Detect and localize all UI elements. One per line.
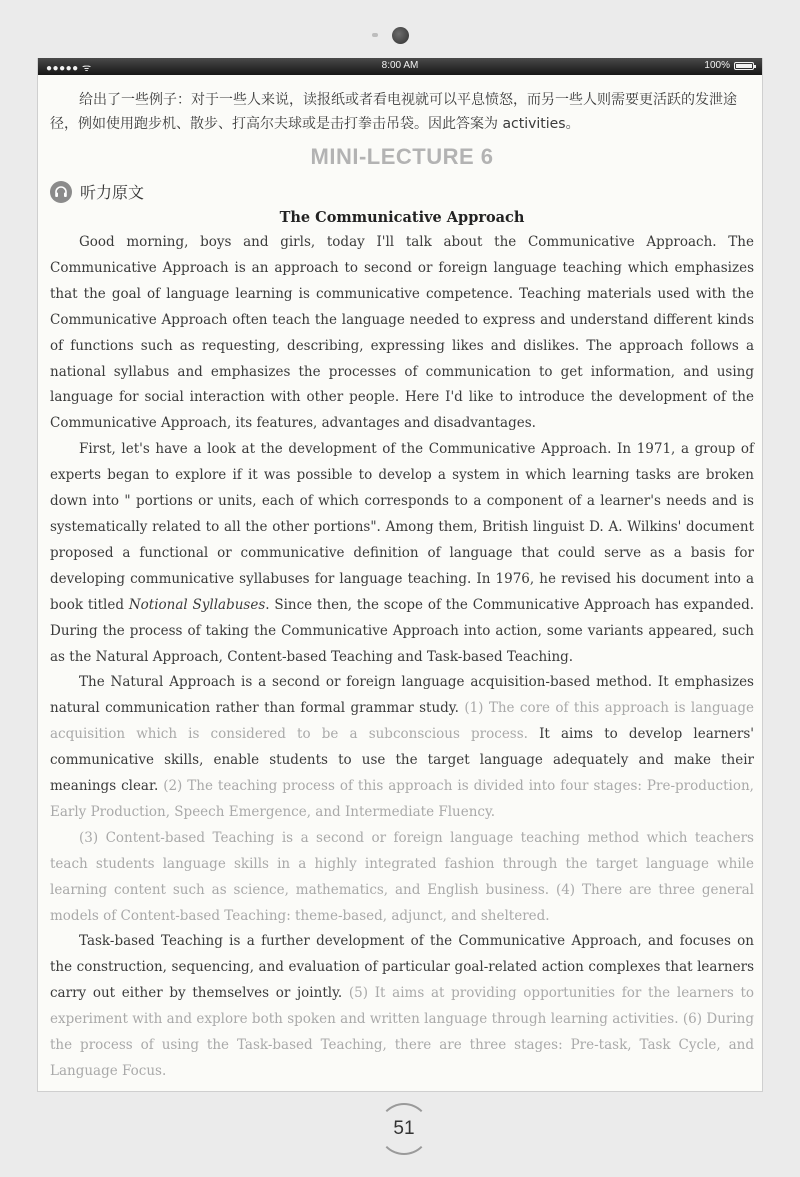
paragraph-5-part-a: Task-based Teaching is a further development of the Communicative Approach, and focuses on the construction, sequencing, and evaluation of particular goal-related action complexes that learners carry out either by themselves or jointly. xyxy=(50,933,754,1002)
transcript-title: The Communicative Approach xyxy=(279,209,525,226)
paragraph-2 xyxy=(50,437,754,670)
intro-paragraph: 给出了一些例子：对于一些人来说，读报纸或者看电视就可以平息愤怒，而另一些人则需要更活跃的发泄途径，例如使用跑步机、散步、打高尔夫球或是击打拳击吊袋。因此答案为 activities。 xyxy=(50,92,737,132)
screen xyxy=(37,58,763,1092)
paragraph-3-part-a: The Natural Approach is a second or foreign language acquisition-based method. It emphasizes natural communication rather than formal grammar study. xyxy=(50,674,754,717)
paragraph-3 xyxy=(50,670,754,825)
page-content xyxy=(50,88,754,1085)
battery-status xyxy=(704,60,754,71)
battery-percent: 100% xyxy=(704,60,730,71)
paragraph-2-part-b: . Since then, the scope of the Communicative Approach has expanded. During the process of taking the Communicative Approach into action, some variants appeared, such as the Natural Approach, Content-based Teaching and Task-based Teaching. xyxy=(50,596,755,665)
section-header xyxy=(50,180,754,203)
signal-indicator: ●●●●● ᯤ xyxy=(46,63,92,74)
answer-point-1: (1) The core of this approach is language acquisition which is considered to be a subconscious process. xyxy=(50,700,754,743)
book-title: Notional Syllabuses xyxy=(128,596,266,613)
paragraph-4: (3) Content-based Teaching is a second or foreign language teaching method which teachers teach students language skills in a highly integrated fashion through the target language while learning content such as science, mathematics, and English business. (4) There are three general models of Content-based Teaching: theme-based, adjunct, and sheltered. xyxy=(50,829,754,924)
paragraph-1: Good morning, boys and girls, today I'll talk about the Communicative Approach. The Communicative Approach is an approach to second or foreign language teaching which emphasizes that the goal of language learning is communicative competence. Teaching materials used with the Communicative Approach often teach the language needed to express and understand different kinds of functions such as requesting, describing, expressing likes and dislikes. The approach follows a national syllabus and emphasizes the processes of communication to get information, and using language for social interaction with other people. Here I'd like to introduce the development of the Communicative Approach, its features, advantages and disadvantages. xyxy=(50,234,754,432)
paragraph-3-part-b: It aims to develop learners' communicative skills, enable students to use the target language adequately and make their meanings clear. xyxy=(50,726,754,795)
page-number: 51 xyxy=(378,1103,430,1155)
answer-point-2: (2) The teaching process of this approach is divided into four stages: Pre-production, Early Production, Speech Emergence, and Intermediate Fluency. xyxy=(50,778,754,820)
answer-points-5-6: (5) It aims at providing opportunities for the learners to experiment with and explore both spoken and written language through learning activities. (6) During the process of using the Task-based Teaching, there are three stages: Pre-task, Task Cycle, and Language Focus. xyxy=(50,985,754,1079)
headphones-icon xyxy=(50,181,72,203)
battery-icon xyxy=(734,62,754,70)
section-label: 听力原文 xyxy=(80,183,145,202)
status-time: 8:00 AM xyxy=(381,60,419,71)
paragraph-2-part-a: First, let's have a look at the development of the Communicative Approach. In 1971, a group of experts began to explore if it was possible to develop a system in which learning tasks are broken down into " portions or units, each of which corresponds to a component of a learner's needs and is systematically related to all the other portions". Among them, British linguist D. A. Wilkins' document proposed a functional or communicative definition of language that could serve as a basis for developing communicative syllabuses for language teaching. In 1976, he revised his document into a book titled xyxy=(50,441,754,613)
status-bar xyxy=(38,58,762,75)
camera-lens xyxy=(392,27,409,44)
paragraph-5 xyxy=(50,929,754,1084)
speaker-grille xyxy=(372,33,378,37)
lecture-title: MINI-LECTURE 6 xyxy=(310,144,494,169)
